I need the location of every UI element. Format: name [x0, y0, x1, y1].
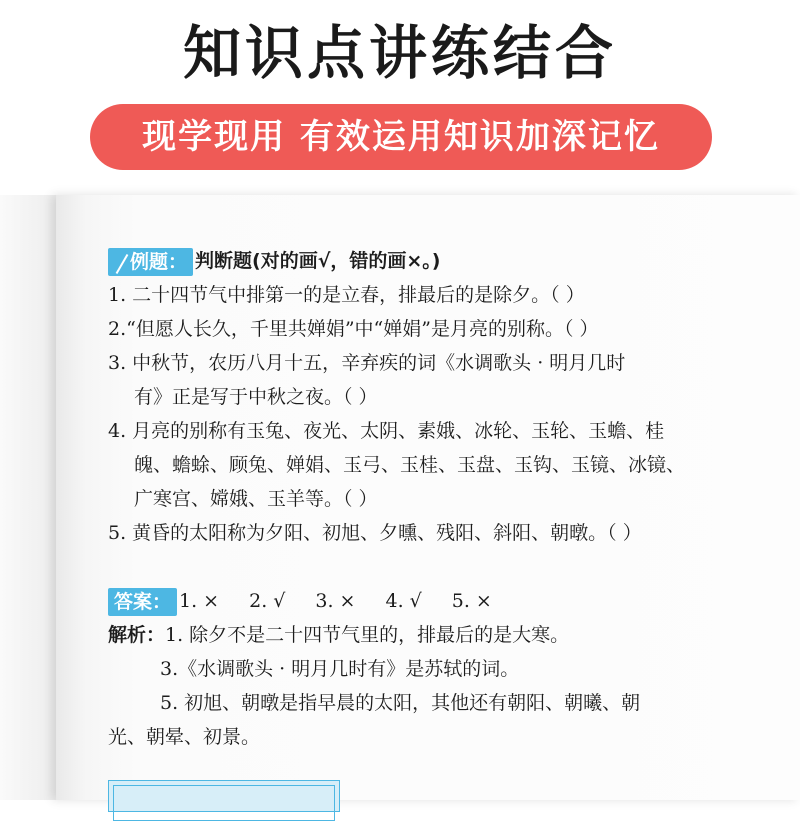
pen-icon — [114, 253, 128, 273]
section-tag-partial — [108, 780, 340, 812]
question-line: 3. 中秋节，农历八月十五，辛弃疾的词《水调歌头 · 明月几时 — [108, 352, 626, 374]
analysis-line: 1. 除夕不是二十四节气里的，排最后的是大寒。 — [165, 624, 570, 646]
question-line: 广寒宫、嫦娥、玉羊等。（ ） — [134, 488, 378, 510]
book-edge — [0, 195, 60, 800]
answer-item: 2. √ — [249, 590, 286, 612]
question-line: 2.“但愿人长久，千里共婵娟”中“婵娟”是月亮的别称。（ ） — [108, 318, 599, 340]
example-tag — [108, 248, 193, 276]
page-title: 知识点讲练结合 — [182, 19, 617, 87]
analysis-line: 光、朝晕、初景。 — [108, 726, 261, 748]
example-instruction: 判断题(对的画√，错的画×。) — [195, 250, 441, 272]
question-line: 有》正是写于中秋之夜。（ ） — [134, 386, 378, 408]
example-tag-label: 例题： — [130, 251, 188, 273]
analysis-line: 3.《水调歌头 · 明月几时有》是苏轼的词。 — [160, 658, 520, 680]
question-line: 1. 二十四节气中排第一的是立春，排最后的是除夕。（ ） — [108, 284, 585, 306]
example-header — [108, 244, 440, 278]
answer-row — [108, 584, 522, 618]
analysis-row — [108, 618, 569, 652]
analysis-line: 5. 初旭、朝暾是指早晨的太阳，其他还有朝阳、朝曦、朝 — [160, 692, 641, 714]
answer-item: 1. × — [179, 590, 220, 612]
answer-item: 3. × — [315, 590, 356, 612]
question-line: 5. 黄昏的太阳称为夕阳、初旭、夕曛、残阳、斜阳、朝暾。（ ） — [108, 522, 642, 544]
analysis-label: 解析： — [108, 624, 166, 646]
answer-item: 4. √ — [385, 590, 422, 612]
answer-item: 5. × — [451, 590, 492, 612]
question-line: 4. 月亮的别称有玉兔、夜光、太阴、素娥、冰轮、玉轮、玉蟾、桂 — [108, 420, 665, 442]
subtitle-banner: 现学现用 有效运用知识加深记忆 — [90, 104, 712, 170]
answer-tag: 答案： — [108, 588, 177, 616]
question-line: 魄、蟾蜍、顾兔、婵娟、玉弓、玉桂、玉盘、玉钩、玉镜、冰镜、 — [134, 454, 686, 476]
